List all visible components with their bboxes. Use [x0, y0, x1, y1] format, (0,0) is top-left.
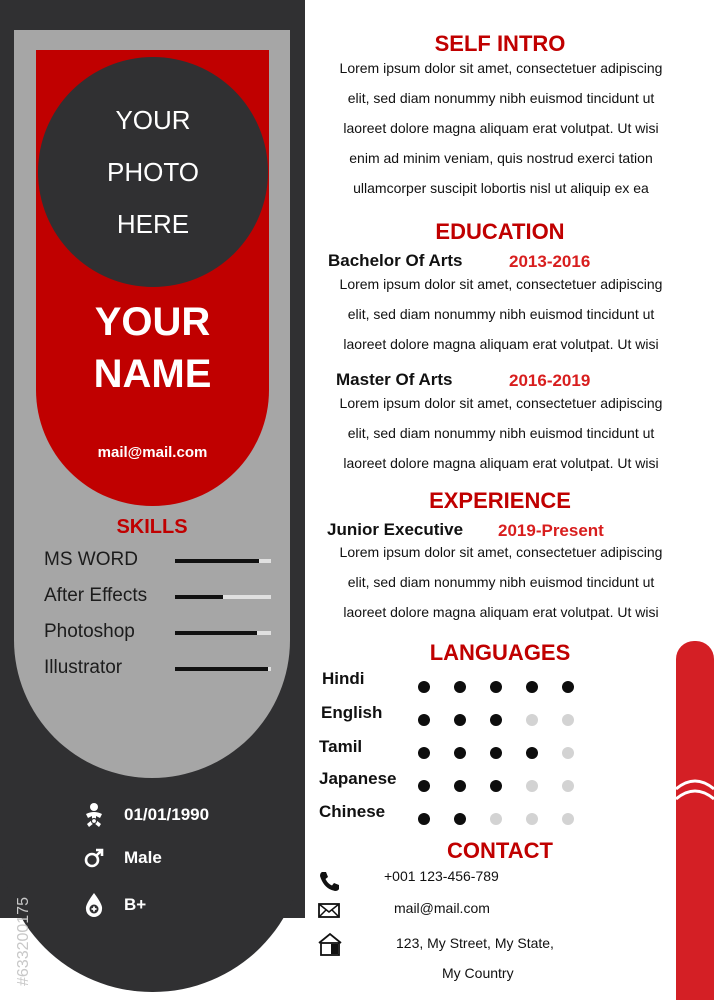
- language-level-dot: [526, 681, 538, 693]
- blood-group-text: B+: [124, 895, 147, 914]
- skill-row: [44, 621, 284, 645]
- text-line: ullamcorper suscipit lobortis nisl ut aliquip ex ea: [353, 180, 649, 196]
- text-line: laoreet dolore magna aliquam erat volutpat. Ut wisi: [343, 604, 659, 620]
- skill-bar: [175, 595, 271, 599]
- language-level-dot: [562, 747, 574, 759]
- stock-id-watermark: [10, 766, 36, 986]
- skill-row: [44, 585, 284, 609]
- text-line: Lorem ipsum dolor sit amet, consectetuer adipiscing: [339, 60, 663, 76]
- text-line: elit, sed diam nonummy nibh euismod tincidunt ut: [347, 306, 655, 322]
- male-symbol-icon: [82, 846, 106, 870]
- language-name: Tamil: [319, 737, 363, 756]
- gender-row: [82, 843, 162, 873]
- language-level-dot: [454, 714, 466, 726]
- photo-text-line: HERE: [116, 209, 190, 239]
- skill-bar-fill: [175, 667, 268, 671]
- text-line: Lorem ipsum dolor sit amet, consectetuer adipiscing: [339, 276, 663, 292]
- text-line: laoreet dolore magna aliquam erat volutpat. Ut wisi: [343, 455, 659, 471]
- language-level-dot: [490, 714, 502, 726]
- language-level-dot: [562, 681, 574, 693]
- language-level-dot: [454, 780, 466, 792]
- photo-text-line: YOUR: [115, 105, 191, 135]
- language-level-dot: [526, 747, 538, 759]
- skill-row: [44, 657, 284, 681]
- skill-name: MS WORD: [44, 549, 138, 570]
- degree-title: Bachelor Of Arts: [328, 251, 463, 270]
- language-name: Hindi: [322, 669, 365, 688]
- self-intro-text: [316, 53, 686, 203]
- skill-row: [44, 549, 284, 573]
- job-years: 2019-Present: [498, 521, 604, 540]
- house-icon: [317, 931, 343, 957]
- profile-email: mail@mail.com: [97, 444, 208, 461]
- blood-row: [82, 890, 147, 920]
- degree-title: Master Of Arts: [336, 370, 453, 389]
- skill-name: After Effects: [44, 585, 148, 606]
- self-intro-title: SELF INTRO: [434, 31, 566, 56]
- language-level-dot: [418, 747, 430, 759]
- dob-text: 01/01/1990: [124, 805, 210, 824]
- skill-name: Photoshop: [44, 621, 135, 642]
- text-line: laoreet dolore magna aliquam erat volutpat. Ut wisi: [343, 336, 659, 352]
- contact-address-line1: 123, My Street, My State,: [396, 935, 554, 951]
- language-level-dot: [490, 813, 502, 825]
- languages-title: LANGUAGES: [429, 640, 571, 665]
- job-title: Junior Executive: [327, 520, 464, 539]
- gender-text: Male: [124, 848, 162, 867]
- stock-id-text: #633200175: [15, 897, 32, 986]
- name-heading: [36, 296, 269, 400]
- degree-description: [316, 388, 686, 478]
- skill-bar-fill: [175, 631, 257, 635]
- blood-drop-icon: [82, 893, 106, 917]
- language-level-dot: [418, 681, 430, 693]
- phone-icon: [317, 870, 343, 892]
- language-level-dot: [454, 813, 466, 825]
- text-line: elit, sed diam nonummy nibh euismod tincidunt ut: [347, 574, 655, 590]
- skill-bar: [175, 667, 271, 671]
- degree-years: 2016-2019: [509, 371, 591, 390]
- language-level-dot: [526, 813, 538, 825]
- language-level-dot: [526, 714, 538, 726]
- experience-title: EXPERIENCE: [429, 488, 571, 513]
- dob-row: [82, 800, 210, 830]
- photo-text-line: PHOTO: [107, 157, 199, 187]
- photo-placeholder: [38, 57, 268, 287]
- contact-title: CONTACT: [447, 838, 553, 863]
- text-line: enim ad minim veniam, quis nostrud exerci tation: [349, 150, 653, 166]
- education-title: EDUCATION: [435, 219, 565, 244]
- language-level-dot: [454, 681, 466, 693]
- envelope-icon: [317, 900, 343, 922]
- text-line: laoreet dolore magna aliquam erat volutpat. Ut wisi: [343, 120, 659, 136]
- skill-bar-fill: [175, 595, 223, 599]
- language-level-dot: [526, 780, 538, 792]
- text-line: elit, sed diam nonummy nibh euismod tincidunt ut: [347, 90, 655, 106]
- skill-bar: [175, 559, 271, 563]
- language-name: English: [321, 703, 383, 722]
- contact-email: mail@mail.com: [394, 900, 490, 916]
- text-line: Lorem ipsum dolor sit amet, consectetuer adipiscing: [339, 544, 663, 560]
- name-line: NAME: [93, 352, 212, 396]
- job-description: [316, 537, 686, 627]
- degree-years: 2013-2016: [509, 252, 591, 271]
- ribbon-stripes: [676, 775, 714, 815]
- skills-title: SKILLS: [116, 516, 188, 538]
- language-level-dot: [562, 780, 574, 792]
- language-name: Japanese: [319, 769, 397, 788]
- skill-name: Illustrator: [44, 657, 123, 678]
- baby-icon: [82, 803, 106, 827]
- language-level-dot: [418, 780, 430, 792]
- text-line: Lorem ipsum dolor sit amet, consectetuer adipiscing: [339, 395, 663, 411]
- degree-description: [316, 269, 686, 359]
- name-line: YOUR: [94, 300, 211, 344]
- contact-address-line2: My Country: [442, 965, 514, 981]
- language-level-dot: [490, 780, 502, 792]
- red-ribbon-decoration: [676, 641, 714, 1000]
- language-level-dot: [418, 714, 430, 726]
- language-level-dot: [490, 747, 502, 759]
- language-name: Chinese: [319, 802, 386, 821]
- language-level-dot: [490, 681, 502, 693]
- language-level-dot: [418, 813, 430, 825]
- language-level-dot: [454, 747, 466, 759]
- text-line: elit, sed diam nonummy nibh euismod tincidunt ut: [347, 425, 655, 441]
- language-level-dot: [562, 714, 574, 726]
- skill-bar-fill: [175, 559, 259, 563]
- skill-bar: [175, 631, 271, 635]
- contact-phone: +001 123-456-789: [384, 868, 499, 884]
- language-level-dot: [562, 813, 574, 825]
